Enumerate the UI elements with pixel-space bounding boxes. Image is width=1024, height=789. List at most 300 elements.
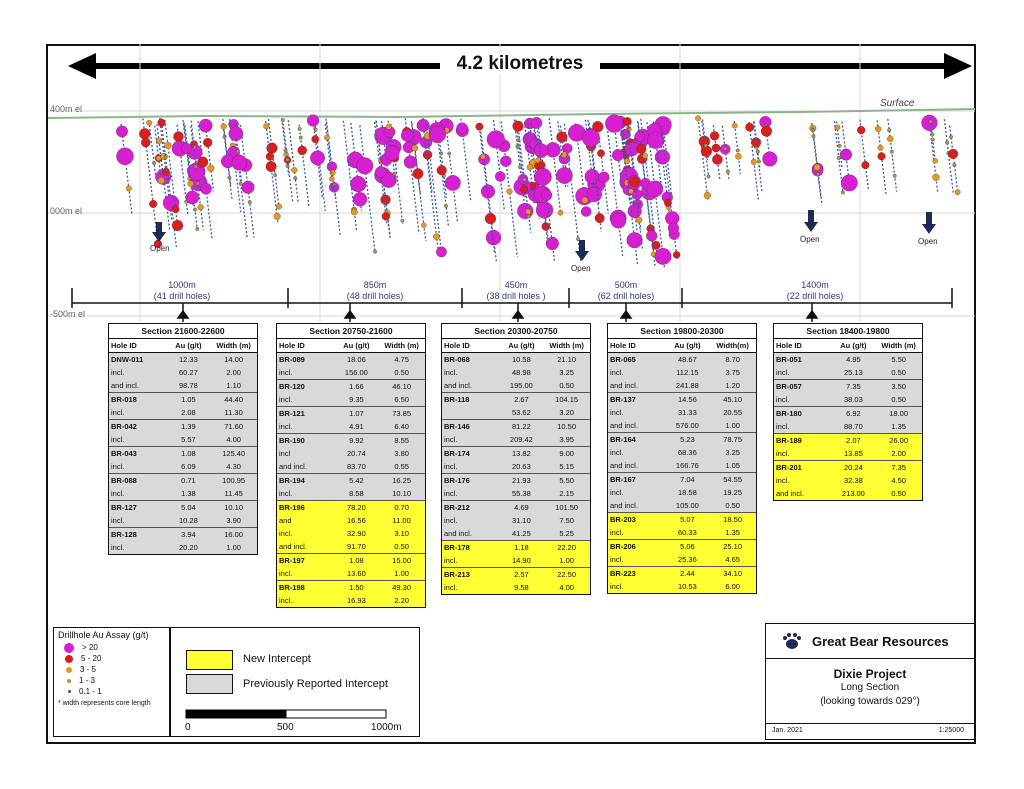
width-cell: 5.50	[891, 355, 906, 364]
hole-id-cell: and incl.	[610, 381, 638, 390]
hole-id-cell: incl.	[279, 529, 293, 538]
hole-id-cell: and incl.	[444, 381, 472, 390]
width-cell: 0.55	[394, 462, 409, 471]
au-grade-cell: 32.90	[346, 529, 366, 538]
table-row	[608, 539, 756, 553]
au-grade-cell: 1.07	[349, 409, 364, 418]
assay-intercept-dot	[263, 123, 269, 129]
open-label: Open	[800, 235, 820, 244]
hole-id-cell: BR-206	[610, 542, 636, 551]
assay-intercept-dot	[762, 152, 777, 167]
elevation-label-bottom: -500m el	[50, 309, 86, 319]
au-grade-cell: 78.20	[346, 503, 366, 512]
width-cell: 10.10	[224, 503, 244, 512]
table-row	[442, 487, 590, 500]
width-cell: 0.50	[891, 395, 906, 404]
table-row	[608, 432, 756, 446]
au-grade-cell: 2.44	[680, 569, 695, 578]
assay-intercept-dot	[433, 233, 439, 239]
table-row	[442, 581, 590, 594]
segment-label	[132, 280, 232, 302]
table-row	[774, 460, 922, 474]
table-row	[774, 366, 922, 379]
width-cell: 22.50	[557, 570, 577, 579]
width-cell: 5.50	[559, 476, 574, 485]
au-grade-cell: 156.00	[344, 368, 368, 377]
au-grade-cell: 241.88	[675, 381, 699, 390]
hole-id-cell: incl.	[111, 408, 125, 417]
width-cell: 2.00	[226, 368, 241, 377]
assay-intercept-dot	[534, 144, 548, 158]
section-length-title: 4.2 kilometres	[440, 53, 600, 75]
section-table-header	[277, 339, 425, 353]
assay-intercept-dot	[887, 136, 893, 142]
table-row	[608, 459, 756, 472]
hole-id-cell: BR-212	[444, 503, 470, 512]
assay-intercept-dot	[642, 153, 647, 158]
au-grade-cell: 13.82	[511, 449, 531, 458]
column-header: Hole ID	[610, 341, 636, 350]
assay-intercept-dot	[582, 197, 589, 204]
assay-intercept-dot	[933, 174, 940, 181]
assay-legend-item	[54, 675, 169, 686]
assay-intercept-dot	[931, 138, 935, 142]
drill-hole-trace	[734, 121, 740, 174]
assay-intercept-dot	[704, 192, 711, 199]
assay-intercept-dot	[266, 153, 274, 161]
assay-intercept-dot	[276, 204, 282, 210]
hole-id-cell: incl.	[444, 368, 458, 377]
assay-intercept-dot	[841, 175, 857, 191]
width-cell: 101.50	[555, 503, 579, 512]
table-row	[109, 392, 257, 406]
width-cell: 16.00	[224, 530, 244, 539]
hole-id-cell: BR-223	[610, 569, 636, 578]
assay-intercept-dot	[485, 213, 496, 224]
table-row	[442, 406, 590, 419]
assay-intercept-dot	[636, 144, 646, 154]
au-grade-cell: 13.60	[346, 569, 366, 578]
assay-intercept-dot	[423, 150, 432, 159]
assay-dot-icon	[66, 667, 72, 673]
assay-intercept-dot	[329, 176, 334, 181]
table-row	[109, 460, 257, 473]
table-row	[442, 353, 590, 366]
width-cell: 22.20	[557, 543, 577, 552]
previous-intercept-label: Previously Reported Intercept	[243, 678, 388, 690]
au-grade-cell: 4.69	[514, 503, 529, 512]
assay-intercept-dot	[116, 148, 133, 165]
section-table	[276, 323, 426, 608]
arrow-left-icon	[68, 53, 96, 79]
table-row	[277, 540, 425, 553]
au-grade-cell: 3.94	[181, 530, 196, 539]
hole-id-cell: BR-167	[610, 475, 636, 484]
assay-intercept-dot	[221, 124, 227, 130]
hole-id-cell: and incl.	[279, 462, 307, 471]
width-cell: 3.25	[559, 368, 574, 377]
table-row	[277, 406, 425, 420]
width-cell: 0.70	[394, 503, 409, 512]
au-grade-cell: 7.35	[846, 382, 861, 391]
table-row	[608, 580, 756, 593]
au-grade-cell: 0.71	[181, 476, 196, 485]
hole-id-cell: BR-118	[444, 395, 470, 404]
hole-id-cell: and	[279, 516, 292, 525]
hole-id-cell: incl.	[279, 489, 293, 498]
assay-legend-item	[54, 664, 169, 675]
assay-intercept-dot	[745, 123, 753, 131]
company-header	[766, 624, 974, 659]
assay-intercept-dot	[598, 172, 609, 183]
table-row	[608, 419, 756, 432]
table-row	[109, 541, 257, 554]
width-cell: 11.00	[392, 516, 411, 525]
au-grade-cell: 209.42	[509, 435, 533, 444]
assay-intercept-dot	[701, 146, 712, 157]
assay-intercept-dot	[933, 158, 938, 163]
drill-hole-trace	[607, 123, 623, 256]
au-grade-cell: 1.66	[349, 382, 364, 391]
table-row	[442, 554, 590, 567]
assay-intercept-dot	[585, 169, 600, 184]
assay-intercept-dot	[149, 200, 157, 208]
assay-intercept-dot	[310, 151, 325, 166]
assay-legend-label: 5 - 20	[81, 654, 102, 663]
width-cell: 46.10	[392, 382, 412, 391]
table-row	[277, 460, 425, 473]
hole-id-cell: incl.	[776, 449, 790, 458]
au-grade-cell: 2.08	[181, 408, 196, 417]
assay-legend-label: 3 - 5	[80, 665, 97, 674]
width-cell: 104.15	[555, 395, 579, 404]
assay-legend-label: 1 - 3	[79, 676, 96, 685]
hole-id-cell: BR-180	[776, 409, 802, 418]
au-grade-cell: 60.27	[178, 368, 198, 377]
hole-id-cell: DNW-011	[111, 355, 144, 364]
assay-intercept-dot	[401, 129, 413, 141]
assay-intercept-dot	[757, 160, 761, 164]
au-grade-cell: 41.25	[511, 529, 531, 538]
assay-intercept-dot	[286, 158, 290, 162]
assay-intercept-dot	[816, 173, 820, 177]
assay-intercept-dot	[812, 134, 816, 138]
au-grade-cell: 98.78	[178, 381, 198, 390]
assay-intercept-dot	[538, 161, 546, 169]
hole-id-cell: incl.	[444, 583, 458, 592]
assay-intercept-dot	[627, 232, 643, 248]
table-row	[774, 353, 922, 366]
assay-intercept-dot	[298, 146, 307, 155]
assay-intercept-dot	[457, 123, 468, 134]
assay-legend-item	[54, 642, 169, 653]
width-cell: 10.50	[557, 422, 577, 431]
assay-intercept-dot	[655, 248, 671, 264]
assay-intercept-dot	[281, 118, 285, 122]
au-grade-cell: 213.00	[841, 489, 865, 498]
width-cell: 11.30	[224, 408, 243, 417]
column-header: Width (m)	[384, 341, 419, 350]
assay-intercept-dot	[695, 116, 701, 122]
assay-intercept-dot	[857, 126, 865, 134]
segment-distance: 1000m	[168, 280, 196, 290]
assay-intercept-dot	[350, 176, 366, 192]
table-row	[608, 566, 756, 580]
assay-intercept-dot	[291, 167, 297, 173]
column-header: Width (m)	[216, 341, 251, 350]
au-grade-cell: 576.00	[675, 421, 699, 430]
assay-intercept-dot	[732, 123, 737, 128]
project-name: Dixie Project	[833, 667, 907, 681]
assay-legend-item	[54, 653, 169, 664]
au-grade-cell: 6.92	[846, 409, 861, 418]
table-row	[277, 487, 425, 500]
open-label: Open	[571, 264, 591, 273]
assay-intercept-dot	[356, 158, 373, 175]
assay-intercept-dot	[673, 251, 680, 258]
table-row	[442, 473, 590, 487]
table-row	[277, 514, 425, 527]
assay-intercept-dot	[945, 141, 949, 145]
table-row	[109, 353, 257, 366]
column-header: Hole ID	[279, 341, 305, 350]
section-table	[441, 323, 591, 595]
assay-intercept-dot	[412, 145, 418, 151]
table-row	[442, 540, 590, 554]
hole-id-cell: BR-120	[279, 382, 305, 391]
assay-intercept-dot	[207, 165, 214, 172]
au-grade-cell: 13.85	[843, 449, 863, 458]
assay-intercept-dot	[299, 136, 303, 140]
surface-label: Surface	[880, 98, 915, 109]
width-cell: 2.15	[559, 489, 574, 498]
au-grade-cell: 2.07	[846, 436, 861, 445]
hole-id-cell: and incl.	[610, 501, 638, 510]
assay-intercept-dot	[629, 177, 639, 187]
assay-intercept-dot	[712, 154, 722, 164]
table-row	[608, 486, 756, 499]
assay-intercept-dot	[527, 164, 533, 170]
hole-id-cell: incl.	[610, 582, 624, 591]
au-grade-cell: 25.13	[843, 368, 863, 377]
hole-id-cell: incl.	[776, 368, 790, 377]
hole-id-cell: incl.	[610, 528, 624, 537]
au-grade-cell: 2.57	[514, 570, 529, 579]
assay-intercept-dot	[480, 154, 485, 159]
width-cell: 19.25	[723, 488, 743, 497]
width-cell: 0.50	[559, 381, 574, 390]
table-row	[109, 433, 257, 446]
width-cell: 125.40	[222, 449, 246, 458]
assay-intercept-dot	[704, 144, 708, 148]
width-cell: 4.75	[394, 355, 409, 364]
assay-intercept-dot	[841, 191, 845, 195]
width-cell: 5.25	[559, 529, 574, 538]
hole-id-cell: BR-042	[111, 422, 137, 431]
table-row	[774, 433, 922, 447]
table-row	[277, 433, 425, 447]
width-cell: 8.55	[394, 436, 409, 445]
au-grade-cell: 1.38	[181, 489, 196, 498]
map-scale: 1:25000	[938, 727, 964, 734]
table-row	[109, 514, 257, 527]
width-cell: 1.00	[226, 543, 241, 552]
hole-id-cell: BR-190	[279, 436, 305, 445]
au-grade-cell: 55.38	[511, 489, 531, 498]
hole-id-cell: and incl.	[444, 529, 472, 538]
width-cell: 1.00	[559, 556, 574, 565]
width-cell: 6.40	[394, 422, 409, 431]
assay-intercept-dot	[248, 200, 252, 204]
assay-intercept-dot	[655, 150, 670, 165]
table-row	[109, 366, 257, 379]
company-name: Great Bear Resources	[812, 633, 949, 649]
assay-intercept-dot	[232, 155, 247, 170]
assay-intercept-dot	[710, 131, 719, 140]
width-cell: 14.00	[224, 355, 244, 364]
assay-dot-icon	[64, 643, 74, 653]
au-grade-cell: 9.92	[349, 436, 364, 445]
assay-intercept-dot	[735, 153, 741, 159]
au-grade-cell: 1.50	[349, 583, 364, 592]
assay-intercept-dot	[198, 157, 209, 168]
assay-legend-label: > 20	[82, 643, 98, 652]
hole-id-cell: incl.	[444, 489, 458, 498]
drill-holes-layer	[116, 115, 960, 268]
width-cell: 0.50	[394, 368, 409, 377]
table-row	[774, 420, 922, 433]
table-row	[109, 487, 257, 500]
assay-intercept-dot	[385, 145, 400, 160]
table-row	[442, 567, 590, 581]
hole-id-cell: incl.	[444, 462, 458, 471]
table-row	[774, 447, 922, 460]
previous-intercept-swatch	[186, 674, 233, 694]
table-row	[277, 473, 425, 487]
assay-intercept-dot	[647, 181, 663, 197]
hole-id-cell: BR-089	[279, 355, 305, 364]
drill-hole-trace	[446, 124, 458, 223]
column-header: Hole ID	[776, 341, 802, 350]
assay-intercept-dot	[239, 182, 243, 186]
table-row	[277, 500, 425, 514]
width-cell: 0.50	[891, 489, 906, 498]
width-cell: 3.10	[394, 529, 409, 538]
table-row	[277, 393, 425, 406]
section-table-title: Section 19800-20300	[608, 324, 756, 339]
segment-distance: 1400m	[801, 280, 829, 290]
au-grade-cell: 2.67	[514, 395, 529, 404]
au-grade-cell: 4.95	[846, 355, 861, 364]
section-table-header	[608, 339, 756, 353]
table-row	[442, 433, 590, 446]
width-cell: 1.35	[725, 528, 740, 537]
bear-paw-icon	[782, 632, 802, 650]
column-header: Width (m)	[881, 341, 916, 350]
assay-intercept-dot	[628, 204, 642, 218]
assay-intercept-dot	[612, 149, 624, 161]
intercept-legend	[170, 627, 420, 737]
section-table-title: Section 18400-19800	[774, 324, 922, 339]
hole-id-cell: BR-043	[111, 449, 137, 458]
section-table-title: Section 20300-20750	[442, 324, 590, 339]
au-grade-cell: 38.03	[843, 395, 863, 404]
assay-intercept-dot	[605, 115, 623, 133]
scale-label-1000: 1000m	[371, 722, 402, 733]
width-cell: 25.10	[723, 542, 743, 551]
hole-id-cell: and incl.	[610, 461, 638, 470]
assay-intercept-dot	[541, 190, 552, 201]
hole-id-cell: BR-189	[776, 436, 802, 445]
title-block	[765, 623, 975, 740]
table-row	[774, 474, 922, 487]
au-grade-cell: 20.74	[346, 449, 366, 458]
hole-id-cell: BR-057	[776, 382, 802, 391]
au-grade-cell: 88.70	[843, 422, 863, 431]
assay-intercept-dot	[194, 165, 198, 169]
au-grade-cell: 195.00	[509, 381, 533, 390]
hole-id-cell: incl.	[111, 368, 125, 377]
assay-intercept-dot	[373, 250, 377, 254]
width-cell: 3.20	[559, 408, 574, 417]
au-grade-cell: 112.15	[676, 368, 699, 377]
width-cell: 1.35	[891, 422, 906, 431]
hole-id-cell: incl.	[111, 435, 125, 444]
drill-hole-trace	[121, 124, 132, 214]
au-grade-cell: 5.04	[181, 503, 196, 512]
assay-intercept-dot	[595, 213, 605, 223]
width-cell: 1.00	[394, 569, 409, 578]
table-row	[442, 500, 590, 514]
au-grade-cell: 10.53	[677, 582, 697, 591]
width-cell: 20.55	[723, 408, 743, 417]
width-cell: 18.00	[889, 409, 909, 418]
table-row	[277, 594, 425, 607]
width-cell: 7.35	[891, 463, 906, 472]
column-header: Au (g/t)	[674, 341, 701, 350]
hole-id-cell: BR-164	[610, 435, 636, 444]
width-cell: 18.50	[723, 515, 743, 524]
width-cell: 3.80	[394, 449, 409, 458]
assay-intercept-dot	[635, 131, 645, 141]
width-cell: 4.50	[891, 476, 906, 485]
table-row	[277, 447, 425, 460]
assay-intercept-dot	[126, 186, 132, 192]
au-grade-cell: 60.33	[677, 528, 697, 537]
table-row	[109, 473, 257, 487]
table-row	[442, 460, 590, 473]
segment-holes: (48 drill holes)	[346, 291, 404, 301]
width-cell: 3.50	[891, 382, 906, 391]
table-row	[442, 419, 590, 433]
hole-id-cell: incl.	[610, 488, 624, 497]
assay-intercept-dot	[930, 133, 934, 137]
au-grade-cell: 5.57	[181, 435, 196, 444]
column-header: Width(m)	[716, 341, 749, 350]
hole-id-cell: incl.	[610, 555, 624, 564]
assay-intercept-dot	[198, 204, 204, 210]
section-table	[607, 323, 757, 594]
assay-intercept-dot	[401, 219, 405, 223]
hole-id-cell: BR-203	[610, 515, 636, 524]
au-grade-cell: 31.10	[511, 516, 531, 525]
segment-label	[466, 280, 566, 302]
assay-intercept-dot	[878, 145, 884, 151]
table-row	[608, 406, 756, 419]
au-grade-cell: 25.36	[677, 555, 697, 564]
table-row	[109, 406, 257, 419]
assay-intercept-dot	[955, 189, 960, 194]
